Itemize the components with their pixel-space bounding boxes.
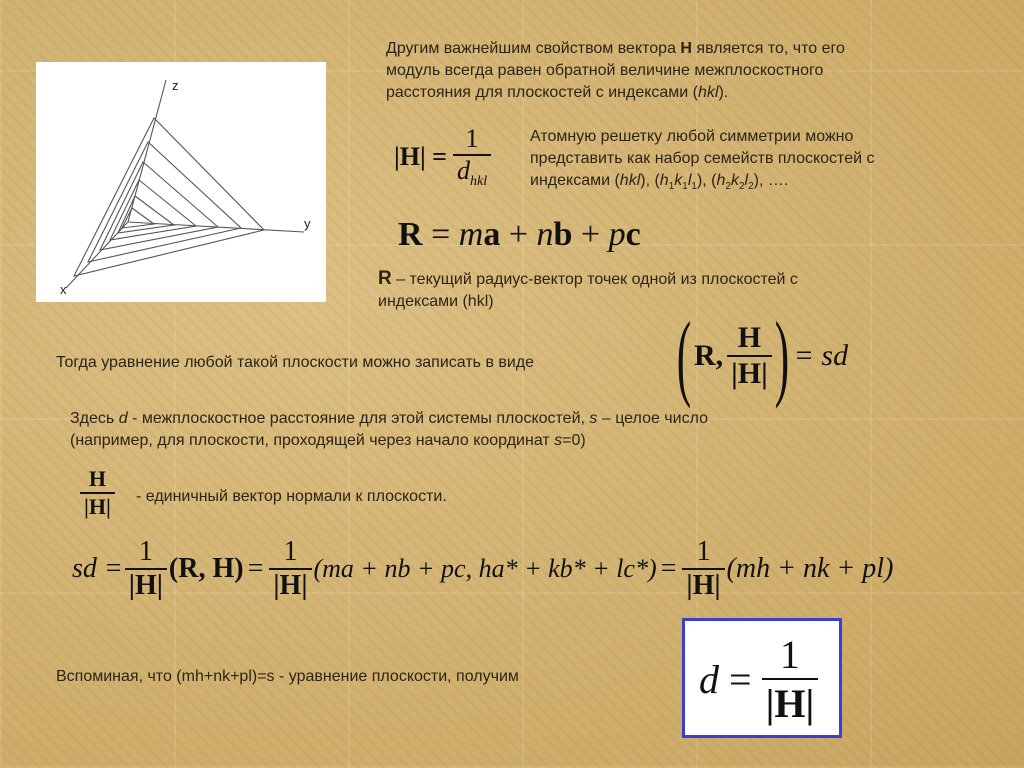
formula-r-vector: R = ma + nb + pc (398, 216, 641, 253)
result-formula: d = $\frac{1}{|H|}$ (699, 629, 818, 729)
axis-z-label: z (172, 78, 179, 93)
intro-line-2: модуль всегда равен обратной величине межплоскостного (386, 62, 824, 79)
right-paren: ) (774, 302, 789, 409)
planes-figure (36, 62, 326, 302)
lattice-line-1: Атомную решетку любой симметрии можно (530, 128, 854, 145)
result-box (682, 618, 842, 738)
lattice-paragraph (530, 126, 874, 198)
recall-text: Вспоминая, что (mh+nk+pl)=s - уравнение плоскости, получим (56, 668, 519, 685)
axis-x-label: x (60, 282, 67, 297)
formula-h-fraction: $\frac{1}{d_{hkl}}$ (453, 124, 491, 190)
plane-eq-fraction: $\frac{H}{|H|}$ (727, 321, 772, 391)
planes-diagram (36, 62, 326, 302)
plane-equation-text: Тогда уравнение любой такой плоскости можно записать в виде (56, 354, 535, 371)
intro-line-1: Другим важнейшим свойством вектора H является то, что его (386, 40, 845, 57)
here-d-paragraph: Здесь d - межплоскостное расстояние для этой системы плоскостей, s – целое число (например, для плоскости, проходящей через начало координат s=0) (70, 410, 708, 449)
unit-normal-fraction: $\frac{H}{|H|}$ (80, 466, 115, 520)
lattice-line-3: индексами (hkl), $(h_1k_1l_1)$, $(h_2k_2l_2)$, …. (530, 172, 789, 193)
intro-line-3: расстояния для плоскостей с индексами (hkl). (386, 84, 729, 101)
formula-h-modulus: |H| = $\frac{1}{d_{hkl}}$ (394, 124, 491, 190)
r-description: R – текущий радиус-вектор точек одной из плоскостей с индексами (hkl) (378, 268, 798, 310)
axis-y-label: y (304, 216, 311, 231)
left-paren: ( (676, 302, 692, 409)
plane-equation-formula: ( R, $\frac{H}{|H|}$ ) = sd (676, 302, 849, 409)
plane-1 (74, 118, 264, 276)
z-axis-line (128, 80, 166, 222)
intro-paragraph (386, 38, 845, 104)
lattice-line-2: представить как набор семейств плоскостей с (530, 150, 875, 167)
long-formula: sd = $\frac{1}{|H|}$ (R, H) = $\frac{1}{|H|}$ (ma + nb + pc, ha* + kb* + lc*) = $\frac{1}{|H|}$ (mh + nk + pl) (72, 536, 894, 601)
plane-6 (122, 208, 154, 228)
unit-normal-text: - единичный вектор нормали к плоскости. (136, 488, 447, 505)
